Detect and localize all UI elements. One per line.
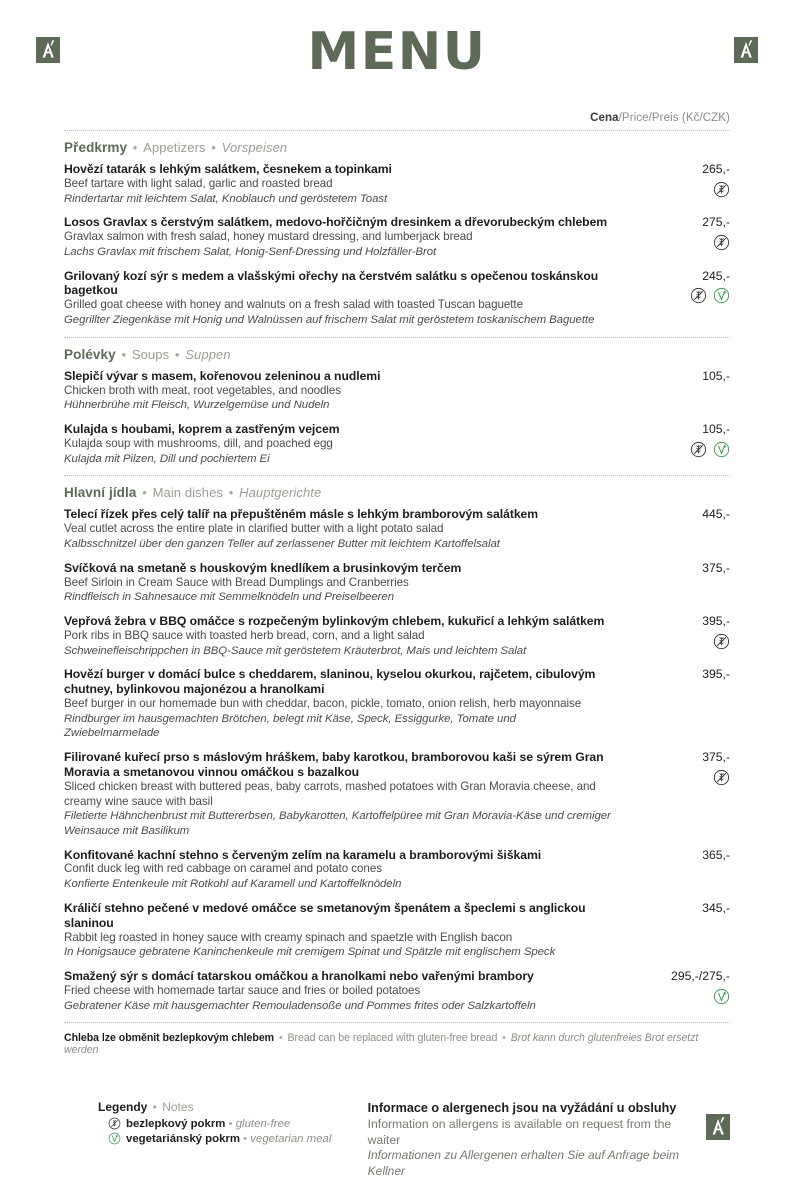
menu-item-diet-icons — [618, 633, 730, 650]
menu-item-text — [64, 422, 612, 466]
menu-item-name-cz: Losos Gravlax s čerstvým salátkem, medovo-hořčičným dresinkem a dřevorubeckým chlebem — [64, 215, 608, 230]
menu-item-desc-de: Konfierte Entenkeule mit Rotkohl auf Karamell und Kartoffelknödeln — [64, 878, 402, 891]
menu-item-right — [612, 848, 730, 863]
section-heading — [64, 140, 730, 155]
menu-item-diet-icons — [618, 234, 730, 251]
gluten-free-icon — [108, 1117, 121, 1130]
menu-item-desc-en: Kulajda soup with mushrooms, dill, and poached egg — [64, 436, 333, 450]
menu-item-name-cz: Smažený sýr s domácí tatarskou omáčkou a hranolkami nebo vařenými brambory — [64, 969, 534, 984]
menu-item-desc-de: In Honigsauce gebratene Kaninchenkeule mit cremigem Spinat und Spätzle mit englischem Speck — [64, 946, 556, 959]
allergen-info — [348, 1100, 698, 1179]
menu-item-diet-icons — [618, 287, 730, 304]
menu-item-desc-en: Sliced chicken breast with buttered peas, baby carrots, mashed potatoes with Gran Moravia cheese, and creamy wine sauce with basil — [64, 779, 596, 808]
menu-item[interactable] — [64, 969, 730, 1013]
gluten-free-icon — [713, 234, 730, 251]
menu-item-desc-en: Gravlax salmon with fresh salad, honey mustard dressing, and lumberjack bread — [64, 230, 473, 244]
section-heading-en: Appetizers — [143, 140, 206, 155]
menu-item-desc-en: Chicken broth with meat, root vegetables, and noodles — [64, 383, 342, 397]
legend-title-en: Notes — [162, 1100, 194, 1115]
menu-item-desc-de: Rindertartar mit leichtem Salat, Knoblauch und geröstetem Toast — [64, 192, 388, 205]
menu-section — [64, 476, 730, 1022]
menu-item[interactable] — [64, 561, 730, 605]
bread-note-en: Bread can be replaced with gluten-free bread — [287, 1032, 498, 1045]
menu-item-right — [612, 422, 730, 458]
menu-item-desc-en: Veal cutlet across the entire plate in clarified butter with a light potato salad — [64, 522, 444, 536]
menu-item-price: 375,- — [702, 750, 730, 765]
bullet-separator: • — [171, 346, 184, 362]
menu-item[interactable] — [64, 848, 730, 892]
menu-item-text — [64, 369, 612, 413]
price-header-en: /Price/Preis (Kč/CZK) — [618, 112, 730, 124]
bullet-separator: • — [117, 346, 130, 362]
bread-note — [64, 1023, 730, 1056]
menu-item-name-cz: Kulajda s houbami, koprem a zastřeným vejcem — [64, 422, 340, 437]
menu-item-text — [64, 848, 612, 892]
section-heading — [64, 485, 730, 500]
menu-item-right — [612, 750, 730, 786]
menu-item-right — [612, 667, 730, 682]
section-heading-de: Hauptgerichte — [239, 485, 322, 501]
legend-label-cz: bezlepkový pokrm — [126, 1117, 226, 1130]
menu-item-price: 395,- — [702, 667, 730, 682]
menu-item-text — [64, 667, 612, 741]
menu-item[interactable] — [64, 667, 730, 741]
menu-item[interactable] — [64, 369, 730, 413]
menu-item-text — [64, 162, 612, 206]
menu-item[interactable] — [64, 215, 730, 259]
legend-label-en: vegetarian meal — [250, 1132, 332, 1145]
menu-item-desc-de: Filetierte Hähnchenbrust mit Buttererbsen, Babykarotten, Kartoffelpüree mit Gran Moravia-Käse und cremiger Weinsauce mit Basilikum — [64, 810, 611, 838]
allergen-info-cz: Informace o alergenech jsou na vyžádání u obsluhy — [367, 1101, 677, 1116]
gluten-free-icon — [713, 633, 730, 650]
menu-item-text — [64, 269, 612, 328]
menu-item-diet-icons — [618, 441, 730, 458]
menu-item[interactable] — [64, 422, 730, 466]
menu-item-right — [612, 215, 730, 251]
bullet-separator: • — [149, 1100, 161, 1115]
menu-item-desc-en: Rabbit leg roasted in honey sauce with creamy spinach and spaetzle with English bacon — [64, 930, 513, 944]
menu-item-price: 345,- — [702, 900, 730, 915]
menu-item-name-cz: Hovězí tatarák s lehkým salátkem, česnekem a topinkami — [64, 162, 392, 176]
menu-item-right — [612, 561, 730, 576]
menu-item[interactable] — [64, 901, 730, 960]
page-footer — [0, 1056, 794, 1179]
menu-item-price: 295,-/275,- — [671, 969, 730, 984]
menu-item-right — [612, 507, 730, 522]
bullet-separator: • — [129, 140, 142, 155]
menu-item-name-cz: Vepřová žebra v BBQ omáčce s rozpečeným bylinkovým chlebem, kukuřicí a lehkým salátkem — [64, 613, 605, 628]
menu-item-price: 245,- — [702, 268, 730, 283]
menu-item-right — [612, 369, 730, 384]
menu-item[interactable] — [64, 269, 730, 328]
menu-item-name-cz: Grilovaný kozí sýr s medem a vlašskými ořechy na čerstvém salátku s opečenou toskánskou bagetkou — [64, 268, 599, 298]
menu-item-price: 265,- — [702, 162, 730, 176]
menu-item-text — [64, 901, 612, 960]
menu-item[interactable] — [64, 507, 730, 551]
menu-item-price: 105,- — [702, 368, 730, 383]
section-heading-en: Soups — [131, 346, 170, 362]
vegetarian-icon — [713, 988, 730, 1005]
section-heading-cz: Hlavní jídla — [64, 485, 137, 501]
section-heading-cz: Polévky — [64, 346, 116, 362]
menu-sections — [64, 131, 730, 1022]
menu-item-desc-en: Confit duck leg with red cabbage on caramel and potato cones — [64, 862, 382, 876]
menu-item-name-cz: Telecí řízek přes celý talíř na přepuštěném másle s lehkým bramborovým salátkem — [64, 507, 539, 522]
allergen-info-de: Informationen zu Allergenen erhalten Sie auf Anfrage beim Kellner — [367, 1148, 679, 1179]
allergen-info-en: Information on allergens is available on request from the waiter — [367, 1116, 672, 1147]
section-heading-de: Vorspeisen — [221, 140, 288, 155]
menu-item-price: 105,- — [702, 422, 730, 437]
menu-item-name-cz: Slepičí vývar s masem, kořenovou zeleninou a nudlemi — [64, 368, 381, 383]
a-monogram-logo-icon — [734, 37, 758, 63]
menu-section — [64, 131, 730, 337]
a-monogram-logo-icon — [706, 1114, 730, 1140]
menu-item-text — [64, 561, 612, 605]
price-column-header — [64, 112, 730, 130]
page-header — [0, 0, 794, 112]
legend-label-cz: vegetariánský pokrm — [126, 1132, 240, 1145]
legend-rows — [98, 1117, 348, 1145]
section-heading-cz: Předkrmy — [64, 140, 128, 155]
menu-item-text — [64, 969, 612, 1013]
legend-title — [98, 1100, 348, 1114]
menu-item[interactable] — [64, 750, 730, 839]
gluten-free-icon — [713, 181, 730, 198]
menu-item-name-cz: Hovězí burger v domácí bulce s cheddarem, slaninou, kyselou okurkou, rajčetem, cibulovým chutney, bylinkovou majonézou a hranolkami — [64, 667, 596, 697]
menu-item-price: 445,- — [702, 507, 730, 522]
menu-content — [0, 112, 794, 1056]
menu-item-desc-en: Pork ribs in BBQ sauce with toasted herb bread, corn, and a light salad — [64, 628, 425, 642]
bread-note-de: Brot kann durch glutenfreies Brot ersetzt werden — [64, 1032, 699, 1057]
bullet-separator: • — [207, 140, 220, 155]
menu-item-diet-icons — [618, 769, 730, 786]
menu-item-text — [64, 614, 612, 658]
section-heading-en: Main dishes — [152, 485, 224, 501]
menu-item-text — [64, 507, 612, 551]
legend-label — [126, 1118, 290, 1130]
bread-note-cz: Chleba lze obměnit bezlepkovým chlebem — [64, 1032, 275, 1045]
menu-item-name-cz: Králičí stehno pečené v medové omáčce se smetanovým špenátem a špeclemi s anglickou slaninou — [64, 900, 586, 930]
menu-item-desc-de: Kalbsschnitzel über den ganzen Teller auf zerlassener Butter mit leichtem Kartoffelsalat — [64, 538, 500, 551]
vegetarian-icon — [108, 1132, 121, 1145]
price-header-cz: Cena — [590, 112, 619, 124]
menu-item-desc-en: Fried cheese with homemade tartar sauce and fries or boiled potatoes — [64, 983, 421, 997]
bullet-separator: • — [225, 485, 238, 501]
menu-item-desc-en: Beef Sirloin in Cream Sauce with Bread Dumplings and Cranberries — [64, 575, 409, 589]
bullet-separator: • — [225, 1117, 236, 1130]
a-monogram-logo-icon — [36, 37, 60, 63]
gluten-free-icon — [690, 441, 707, 458]
menu-section — [64, 338, 730, 476]
gluten-free-icon — [690, 287, 707, 304]
bullet-separator: • — [138, 485, 151, 501]
section-heading-de: Suppen — [185, 346, 231, 362]
menu-item-name-cz: Svíčková na smetaně s houskovým knedlíkem a brusinkovým terčem — [64, 560, 462, 575]
vegetarian-icon — [713, 441, 730, 458]
menu-item-desc-en: Beef tartare with light salad, garlic and roasted bread — [64, 176, 333, 190]
menu-item-desc-de: Schweinefleischrippchen in BBQ-Sauce mit geröstetem Kräuterbrot, Mais und leichtem Salat — [64, 644, 527, 657]
menu-item-desc-de: Kulajda mit Pilzen, Dill und pochiertem Ei — [64, 452, 270, 465]
menu-item-price: 375,- — [702, 560, 730, 575]
menu-item-desc-de: Gegrillter Ziegenkäse mit Honig und Walnüssen auf frischem Salat mit geröstetem toskanischem Baguette — [64, 314, 595, 327]
menu-item-desc-en: Grilled goat cheese with honey and walnuts on a fresh salad with toasted Tuscan baguette — [64, 298, 523, 312]
gluten-free-icon — [713, 769, 730, 786]
vegetarian-icon — [713, 287, 730, 304]
bullet-separator: • — [239, 1132, 251, 1145]
legend-label — [126, 1133, 331, 1145]
menu-item-right — [612, 269, 730, 305]
menu-item-right — [612, 969, 730, 1005]
menu-item-name-cz: Konfitované kachní stehno s červeným zelím na karamelu a bramborovými šiškami — [64, 847, 542, 862]
menu-item-right — [612, 614, 730, 650]
menu-item-diet-icons — [618, 988, 730, 1005]
menu-item-diet-icons — [618, 181, 730, 198]
menu-item-right — [612, 901, 730, 916]
legend-row — [98, 1117, 348, 1130]
menu-item-text — [64, 215, 612, 259]
section-heading — [64, 347, 730, 362]
page-title: MENU — [307, 22, 487, 82]
menu-item[interactable] — [64, 614, 730, 658]
menu-item-name-cz: Filirované kuřecí prso s máslovým hráškem, baby karotkou, bramborovou kaši se sýrem Gran Moravia a smetanovou vinnou omáčkou s bazalkou — [64, 750, 604, 779]
legend-title-cz: Legendy — [98, 1100, 148, 1115]
menu-item-price: 395,- — [702, 613, 730, 628]
menu-item-desc-de: Rindburger im hausgemachten Brötchen, belegt mit Käse, Speck, Essiggurke, Tomate und Zwiebelmarmelade — [64, 712, 516, 740]
menu-item-price: 275,- — [702, 215, 730, 230]
menu-item[interactable] — [64, 162, 730, 206]
menu-item-desc-en: Beef burger in our homemade bun with cheddar, bacon, pickle, tomato, onion relish, herb mayonnaise — [64, 697, 582, 710]
menu-item-price: 365,- — [702, 847, 730, 862]
menu-item-desc-de: Rindfleisch in Sahnesauce mit Semmelknödeln und Preiselbeeren — [64, 591, 394, 604]
menu-item-desc-de: Hühnerbrühe mit Fleisch, Wurzelgemüse und Nudeln — [64, 399, 330, 412]
menu-item-desc-de: Lachs Gravlax mit frischem Salat, Honig-Senf-Dressing und Holzfäller-Brot — [64, 246, 437, 258]
menu-item-text — [64, 750, 612, 839]
menu-item-desc-de: Gebratener Käse mit hausgemachter Remouladensoße und Pommes frites oder Salzkartoffeln — [64, 999, 536, 1012]
bullet-separator: • — [499, 1032, 509, 1045]
menu-item-right — [612, 162, 730, 198]
bullet-separator: • — [276, 1032, 286, 1045]
legend-label-en: gluten-free — [235, 1117, 291, 1130]
legend-row — [98, 1132, 348, 1145]
